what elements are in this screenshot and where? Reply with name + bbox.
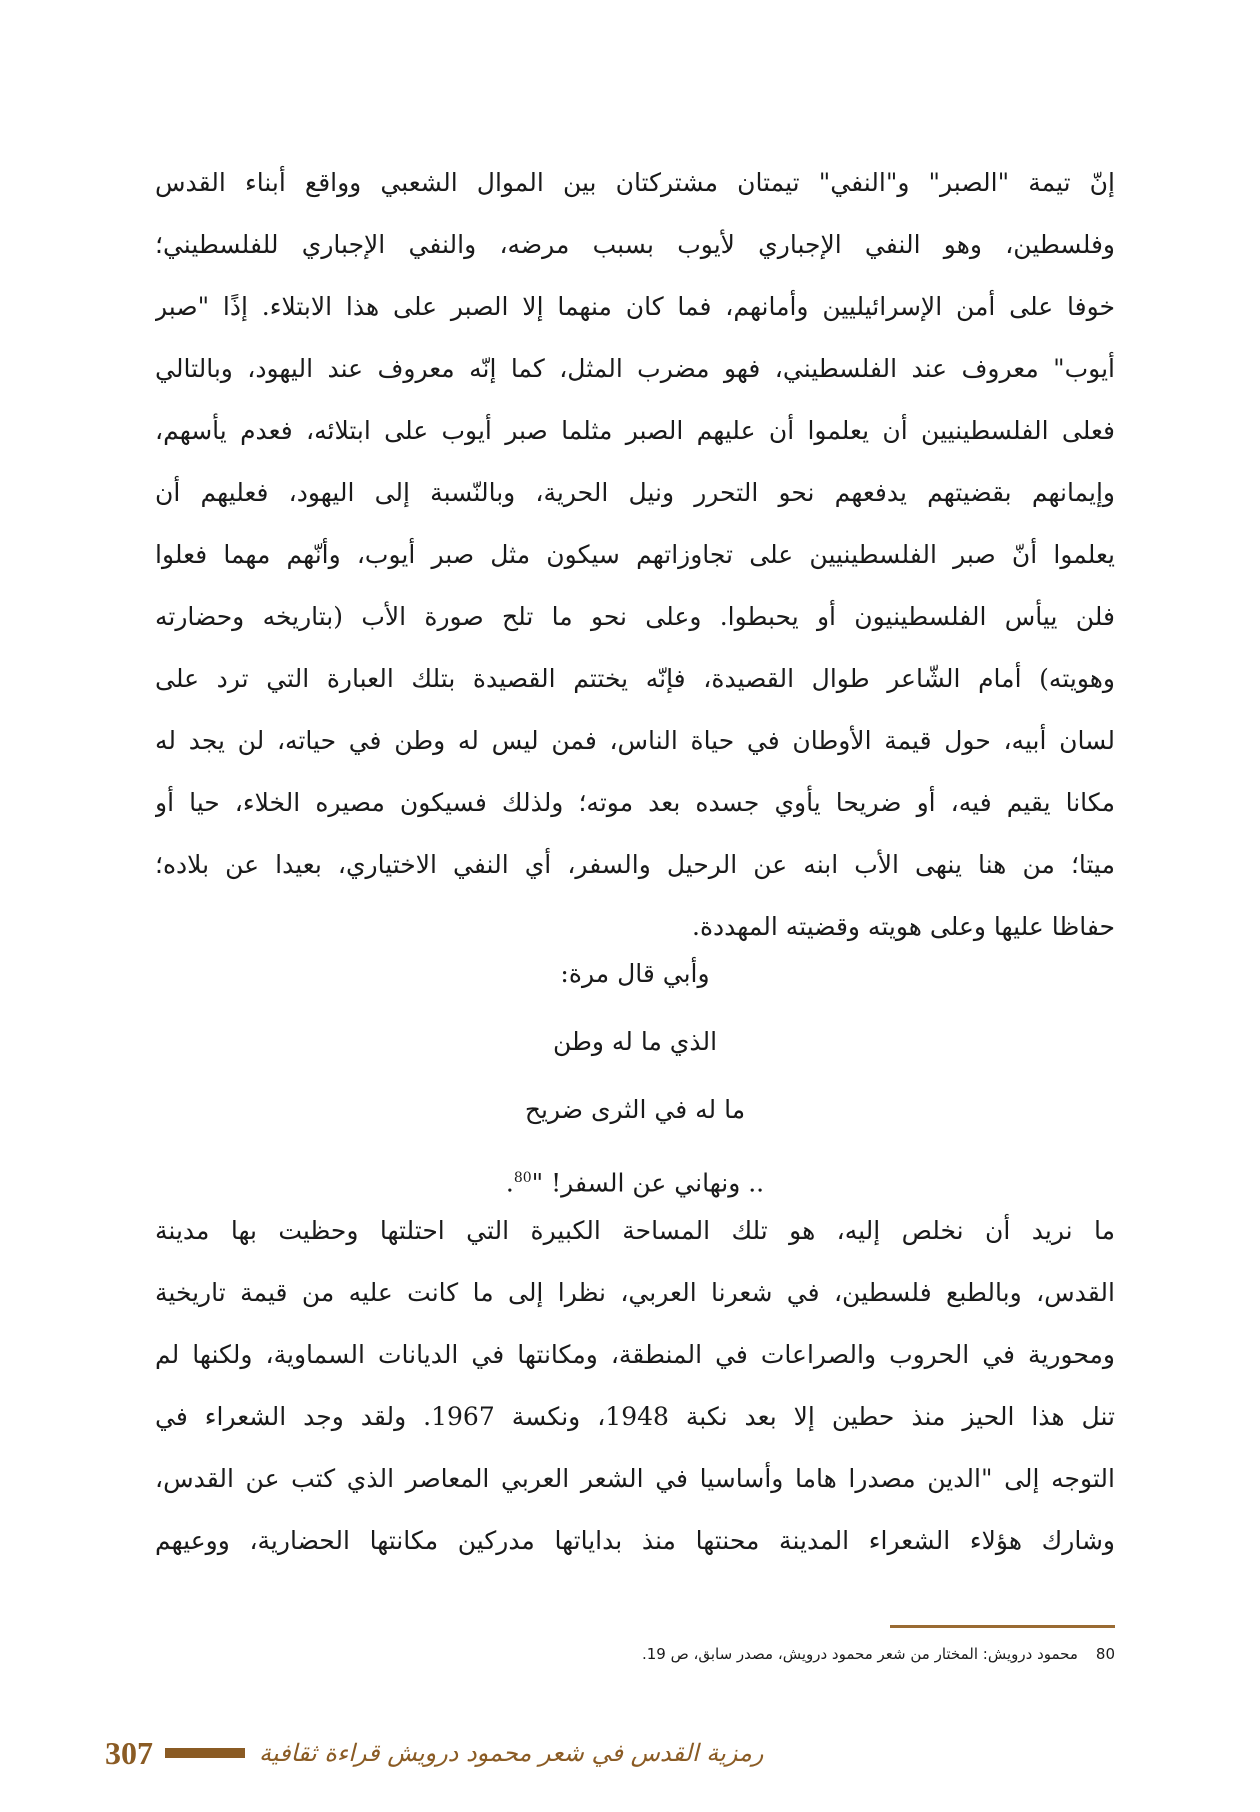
text-line: فلن ييأس الفلسطينيون أو يحبطوا. وعلى نحو ما تلح صورة الأب (بتاريخه وحضارته	[155, 602, 1115, 631]
text-line: وإيمانهم بقضيتهم يدفعهم نحو التحرر ونيل الحرية، وبالنّسبة إلى اليهود، فعليهم أن	[155, 478, 1115, 507]
verse-line: ما له في الثرى ضريح	[524, 1095, 746, 1124]
footnote	[300, 1640, 1115, 1668]
text-line: فعلى الفلسطينيين أن يعلموا أن عليهم الصبر مثلما صبر أيوب على ابتلائه، فعدم يأسهم،	[155, 416, 1115, 445]
text-line: وهويته) أمام الشّاعر طوال القصيدة، فإنّه يختتم القصيدة بتلك العبارة التي ترد على	[155, 664, 1115, 693]
verse-end-mark: .	[505, 1168, 514, 1198]
verse-line: الذي ما له وطن	[552, 1027, 718, 1056]
verse-text: .. ونهاني عن السفر! "	[531, 1168, 765, 1198]
text-line: لسان أبيه، حول قيمة الأوطان في حياة الناس، فمن ليس له وطن في حياته، لن يجد له	[155, 726, 1115, 755]
running-book-title: رمزية القدس في شعر محمود درويش قراءة ثقافية	[259, 1739, 764, 1767]
footnote-divider	[890, 1625, 1115, 1628]
paragraph-2	[155, 1200, 1115, 1572]
text-line: ميتا؛ من هنا ينهى الأب ابنه عن الرحيل والسفر، أي النفي الاختياري، بعيدا عن بلاده؛	[155, 850, 1115, 879]
footnote-reference[interactable]: 80	[513, 1170, 532, 1186]
text-line: يعلموا أنّ صبر الفلسطينيين على تجاوزاتهم سيكون مثل صبر أيوب، وأنّهم مهما فعلوا	[155, 540, 1115, 569]
text-line: تنل هذا الحيز منذ حطين إلا بعد نكبة 1948، ونكسة 1967. ولقد وجد الشعراء في	[155, 1402, 1115, 1431]
page-footer	[105, 1728, 765, 1778]
text-line: ومحورية في الحروب والصراعات في المنطقة، ومكانتها في الديانات السماوية، ولكنها لم	[155, 1340, 1115, 1369]
text-line: خوفا على أمن الإسرائيليين وأمانهم، فما كان منهما إلا الصبر على هذا الابتلاء. إذًا "صبر	[155, 292, 1115, 321]
page-number: 307	[105, 1735, 153, 1771]
text-line: التوجه إلى "الدين مصدرا هاما وأساسيا في الشعر العربي المعاصر الذي كتب عن القدس،	[155, 1464, 1115, 1493]
paragraph-1	[155, 152, 1115, 958]
poem-quote	[155, 940, 1115, 1212]
verse-line: وأبي قال مرة:	[560, 959, 710, 988]
text-line: حفاظا عليها وعلى هويته وقضيته المهددة.	[692, 912, 1115, 941]
text-line: إنّ تيمة "الصبر" و"النفي" تيمتان مشتركتان بين الموال الشعبي وواقع أبناء القدس	[155, 168, 1115, 197]
text-line: أيوب" معروف عند الفلسطيني، فهو مضرب المثل، كما إنّه معروف عند اليهود، وبالتالي	[155, 354, 1115, 383]
text-line: القدس، وبالطبع فلسطين، في شعرنا العربي، نظرا إلى ما كانت عليه من قيمة تاريخية	[155, 1278, 1115, 1307]
footer-bar-ornament	[165, 1748, 245, 1758]
text-line: ما نريد أن نخلص إليه، هو تلك المساحة الكبيرة التي احتلتها وحظيت بها مدينة	[155, 1216, 1115, 1245]
text-line: مكانا يقيم فيه، أو ضريحا يأوي جسده بعد موته؛ ولذلك فسيكون مصيره الخلاء، حيا أو	[155, 788, 1115, 817]
footnote-number: 80	[1095, 1645, 1115, 1663]
text-line: وفلسطين، وهو النفي الإجباري لأيوب بسبب مرضه، والنفي الإجباري للفلسطيني؛	[155, 230, 1115, 259]
footnote-text: محمود درويش: المختار من شعر محمود درويش، مصدر سابق، ص 19.	[641, 1645, 1078, 1663]
text-line: وشارك هؤلاء الشعراء المدينة محنتها منذ بداياتها مدركين مكانتها الحضارية، ووعيهم	[155, 1526, 1115, 1555]
